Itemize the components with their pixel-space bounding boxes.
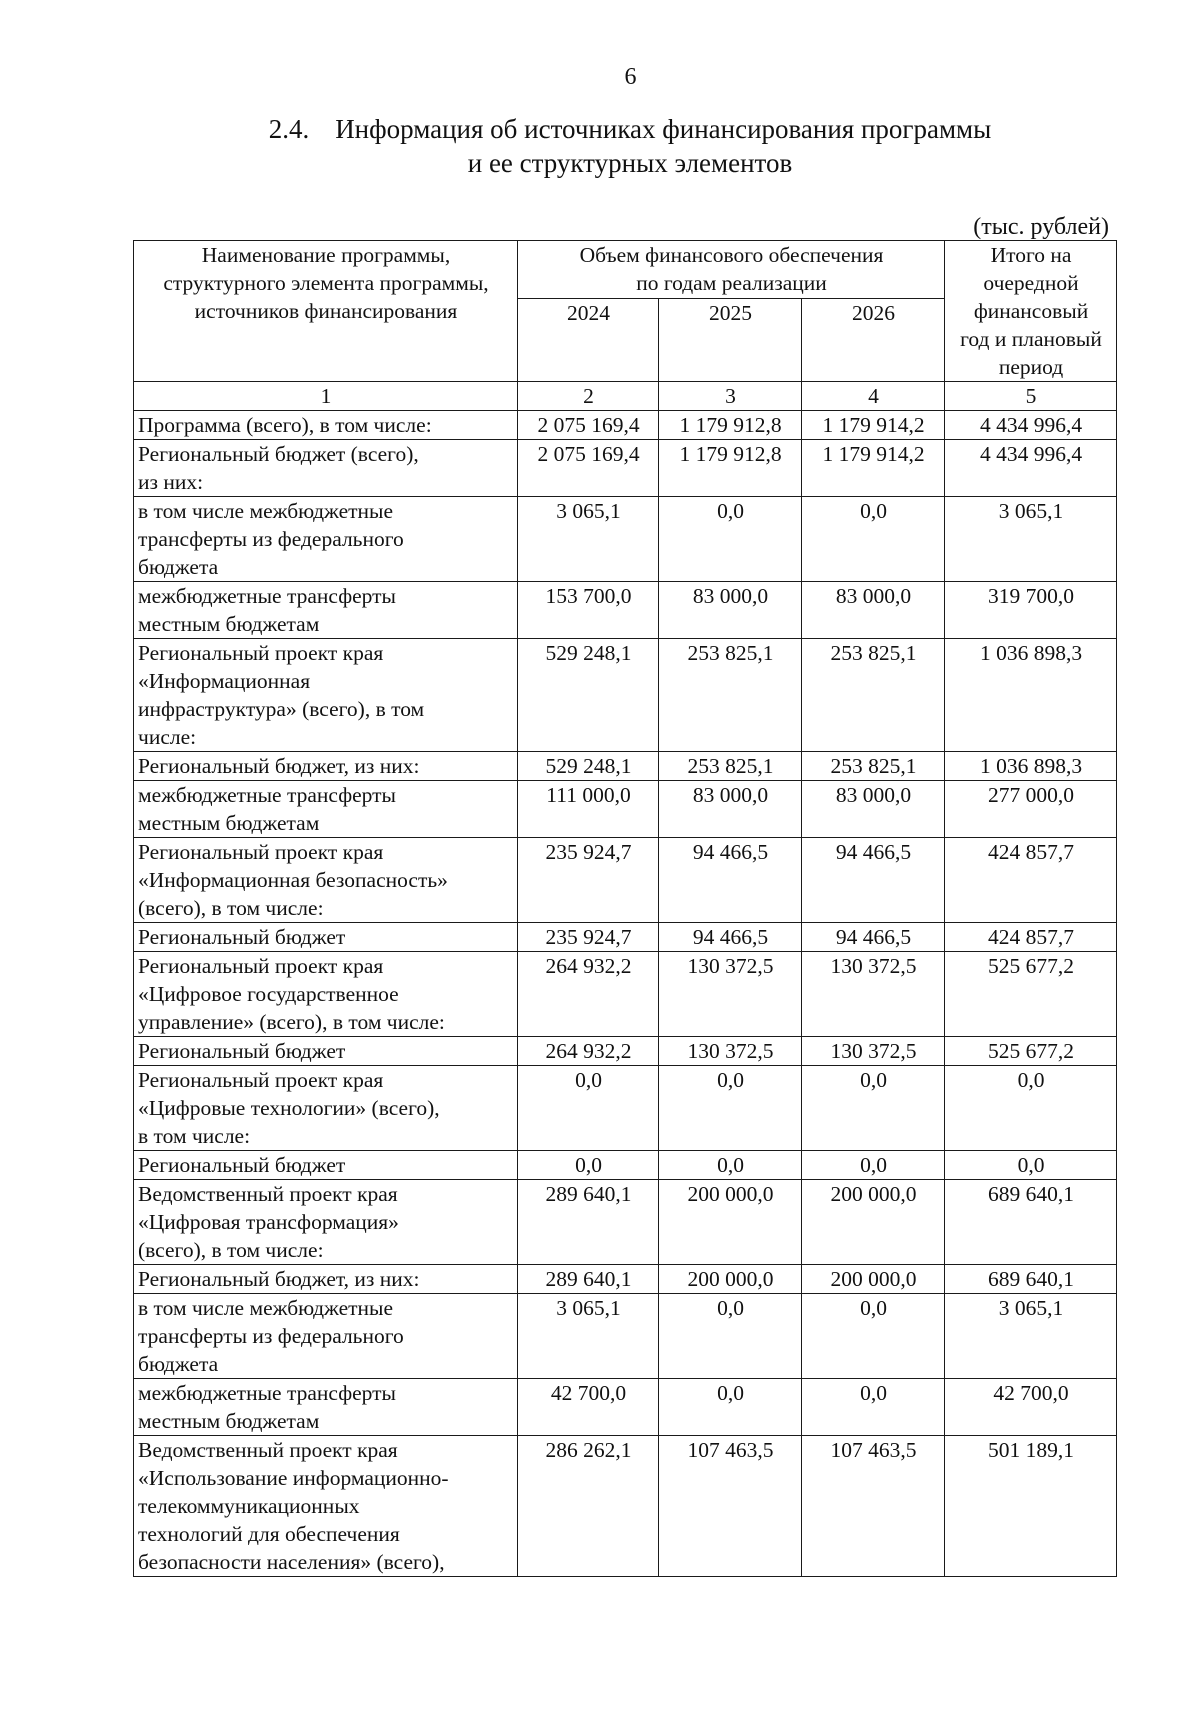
row-name-cell: Программа (всего), в том числе: — [134, 411, 518, 440]
row-name-cell: Региональный бюджет (всего), из них: — [134, 440, 518, 497]
row-value-y2025: 0,0 — [659, 1294, 802, 1379]
row-value-y2025: 94 466,5 — [659, 838, 802, 923]
units-label: (тыс. рублей) — [973, 214, 1109, 240]
row-name-cell: межбюджетные трансферты местным бюджетам — [134, 781, 518, 838]
column-numbers-row — [134, 382, 1117, 411]
table-header-row — [134, 241, 1117, 299]
table-row — [134, 781, 1117, 838]
row-value-y2024: 2 075 169,4 — [518, 440, 659, 497]
row-value-y2024: 529 248,1 — [518, 639, 659, 752]
row-name-cell: Региональный бюджет — [134, 1037, 518, 1066]
row-value-y2026: 1 179 914,2 — [802, 411, 945, 440]
column-number: 4 — [802, 382, 945, 411]
row-value-y2025: 253 825,1 — [659, 639, 802, 752]
row-value-y2026: 200 000,0 — [802, 1265, 945, 1294]
row-value-total: 424 857,7 — [945, 923, 1117, 952]
row-value-y2025: 200 000,0 — [659, 1180, 802, 1265]
row-name-cell: Региональный проект края «Информационная инфраструктура» (всего), в том числе: — [134, 639, 518, 752]
row-value-total: 525 677,2 — [945, 952, 1117, 1037]
section-title-line-1 — [200, 112, 1060, 146]
row-value-y2024: 3 065,1 — [518, 1294, 659, 1379]
row-name-cell: в том числе межбюджетные трансферты из федерального бюджета — [134, 1294, 518, 1379]
row-name-cell: в том числе межбюджетные трансферты из федерального бюджета — [134, 497, 518, 582]
row-value-y2024: 0,0 — [518, 1066, 659, 1151]
row-value-y2026: 200 000,0 — [802, 1180, 945, 1265]
column-number: 3 — [659, 382, 802, 411]
row-value-y2026: 0,0 — [802, 1379, 945, 1436]
table-row — [134, 1265, 1117, 1294]
section-title — [200, 112, 1060, 180]
table-row — [134, 1151, 1117, 1180]
row-value-total: 0,0 — [945, 1151, 1117, 1180]
header-total-column: Итого на очередной финансовый год и плановый период — [945, 241, 1117, 382]
row-value-total: 4 434 996,4 — [945, 411, 1117, 440]
row-name-cell: Региональный бюджет, из них: — [134, 752, 518, 781]
table-row — [134, 1294, 1117, 1379]
table-row — [134, 752, 1117, 781]
header-year-2026: 2026 — [802, 299, 945, 382]
row-value-total: 1 036 898,3 — [945, 639, 1117, 752]
row-value-y2024: 3 065,1 — [518, 497, 659, 582]
header-volume-column: Объем финансового обеспечения по годам реализации — [518, 241, 945, 299]
row-value-y2025: 0,0 — [659, 1379, 802, 1436]
row-value-y2026: 130 372,5 — [802, 952, 945, 1037]
row-name-cell: Региональный бюджет — [134, 1151, 518, 1180]
row-value-y2026: 253 825,1 — [802, 752, 945, 781]
row-name-cell: Ведомственный проект края «Цифровая трансформация» (всего), в том числе: — [134, 1180, 518, 1265]
row-value-total: 424 857,7 — [945, 838, 1117, 923]
row-value-y2025: 1 179 912,8 — [659, 411, 802, 440]
page-number: 6 — [624, 64, 637, 90]
row-value-y2025: 0,0 — [659, 1066, 802, 1151]
table-row — [134, 1037, 1117, 1066]
row-value-y2026: 94 466,5 — [802, 838, 945, 923]
row-name-cell: Региональный бюджет — [134, 923, 518, 952]
table-row — [134, 1180, 1117, 1265]
row-value-y2024: 264 932,2 — [518, 952, 659, 1037]
row-name-cell: межбюджетные трансферты местным бюджетам — [134, 582, 518, 639]
section-title-line-2: и ее структурных элементов — [467, 148, 793, 178]
row-value-y2025: 107 463,5 — [659, 1436, 802, 1577]
table-row — [134, 440, 1117, 497]
row-value-y2024: 42 700,0 — [518, 1379, 659, 1436]
header-year-2024: 2024 — [518, 299, 659, 382]
row-value-y2025: 0,0 — [659, 1151, 802, 1180]
row-value-y2024: 235 924,7 — [518, 923, 659, 952]
row-value-y2024: 2 075 169,4 — [518, 411, 659, 440]
row-value-total: 1 036 898,3 — [945, 752, 1117, 781]
row-value-y2024: 0,0 — [518, 1151, 659, 1180]
row-name-cell: межбюджетные трансферты местным бюджетам — [134, 1379, 518, 1436]
row-value-total: 525 677,2 — [945, 1037, 1117, 1066]
row-value-y2025: 94 466,5 — [659, 923, 802, 952]
row-value-y2024: 289 640,1 — [518, 1180, 659, 1265]
header-year-2025: 2025 — [659, 299, 802, 382]
row-name-cell: Ведомственный проект края «Использование информационно- телекоммуникационных технологий для обеспечения безопасности населения» (всего), — [134, 1436, 518, 1577]
table-body — [134, 411, 1117, 1577]
row-value-y2024: 235 924,7 — [518, 838, 659, 923]
row-value-y2026: 83 000,0 — [802, 582, 945, 639]
header-name-column: Наименование программы, структурного элемента программы, источников финансирования — [134, 241, 518, 382]
column-number: 5 — [945, 382, 1117, 411]
row-value-y2026: 0,0 — [802, 1151, 945, 1180]
row-value-y2026: 1 179 914,2 — [802, 440, 945, 497]
column-number: 2 — [518, 382, 659, 411]
row-value-y2026: 107 463,5 — [802, 1436, 945, 1577]
table-row — [134, 1066, 1117, 1151]
row-name-cell: Региональный проект края «Цифровое государственное управление» (всего), в том числе: — [134, 952, 518, 1037]
row-value-y2025: 130 372,5 — [659, 952, 802, 1037]
row-value-y2026: 83 000,0 — [802, 781, 945, 838]
row-value-y2025: 83 000,0 — [659, 781, 802, 838]
row-value-y2024: 264 932,2 — [518, 1037, 659, 1066]
row-value-y2025: 83 000,0 — [659, 582, 802, 639]
row-value-y2026: 253 825,1 — [802, 639, 945, 752]
row-value-y2025: 200 000,0 — [659, 1265, 802, 1294]
row-value-y2026: 0,0 — [802, 1066, 945, 1151]
table-row — [134, 1379, 1117, 1436]
row-value-y2025: 0,0 — [659, 497, 802, 582]
table-row — [134, 497, 1117, 582]
row-value-y2024: 289 640,1 — [518, 1265, 659, 1294]
row-name-cell: Региональный бюджет, из них: — [134, 1265, 518, 1294]
row-value-total: 0,0 — [945, 1066, 1117, 1151]
section-number: 2.4. — [268, 114, 310, 144]
table-row — [134, 411, 1117, 440]
column-number: 1 — [134, 382, 518, 411]
table-row — [134, 952, 1117, 1037]
row-value-y2026: 94 466,5 — [802, 923, 945, 952]
row-value-total: 3 065,1 — [945, 497, 1117, 582]
row-name-cell: Региональный проект края «Цифровые технологии» (всего), в том числе: — [134, 1066, 518, 1151]
row-value-total: 319 700,0 — [945, 582, 1117, 639]
row-value-total: 689 640,1 — [945, 1180, 1117, 1265]
table-row — [134, 582, 1117, 639]
financing-table — [133, 240, 1117, 1577]
row-value-y2025: 130 372,5 — [659, 1037, 802, 1066]
row-value-y2026: 0,0 — [802, 497, 945, 582]
table-row — [134, 838, 1117, 923]
row-value-y2024: 111 000,0 — [518, 781, 659, 838]
row-value-y2024: 286 262,1 — [518, 1436, 659, 1577]
row-name-cell: Региональный проект края «Информационная безопасность» (всего), в том числе: — [134, 838, 518, 923]
row-value-y2024: 529 248,1 — [518, 752, 659, 781]
row-value-y2025: 1 179 912,8 — [659, 440, 802, 497]
row-value-total: 689 640,1 — [945, 1265, 1117, 1294]
row-value-y2024: 153 700,0 — [518, 582, 659, 639]
table-row — [134, 1436, 1117, 1577]
table-row — [134, 923, 1117, 952]
row-value-total: 4 434 996,4 — [945, 440, 1117, 497]
row-value-y2025: 253 825,1 — [659, 752, 802, 781]
row-value-total: 277 000,0 — [945, 781, 1117, 838]
row-value-y2026: 130 372,5 — [802, 1037, 945, 1066]
row-value-y2026: 0,0 — [802, 1294, 945, 1379]
row-value-total: 3 065,1 — [945, 1294, 1117, 1379]
section-title-text: Информация об источниках финансирования программы — [335, 114, 992, 144]
row-value-total: 501 189,1 — [945, 1436, 1117, 1577]
table-row — [134, 639, 1117, 752]
row-value-total: 42 700,0 — [945, 1379, 1117, 1436]
